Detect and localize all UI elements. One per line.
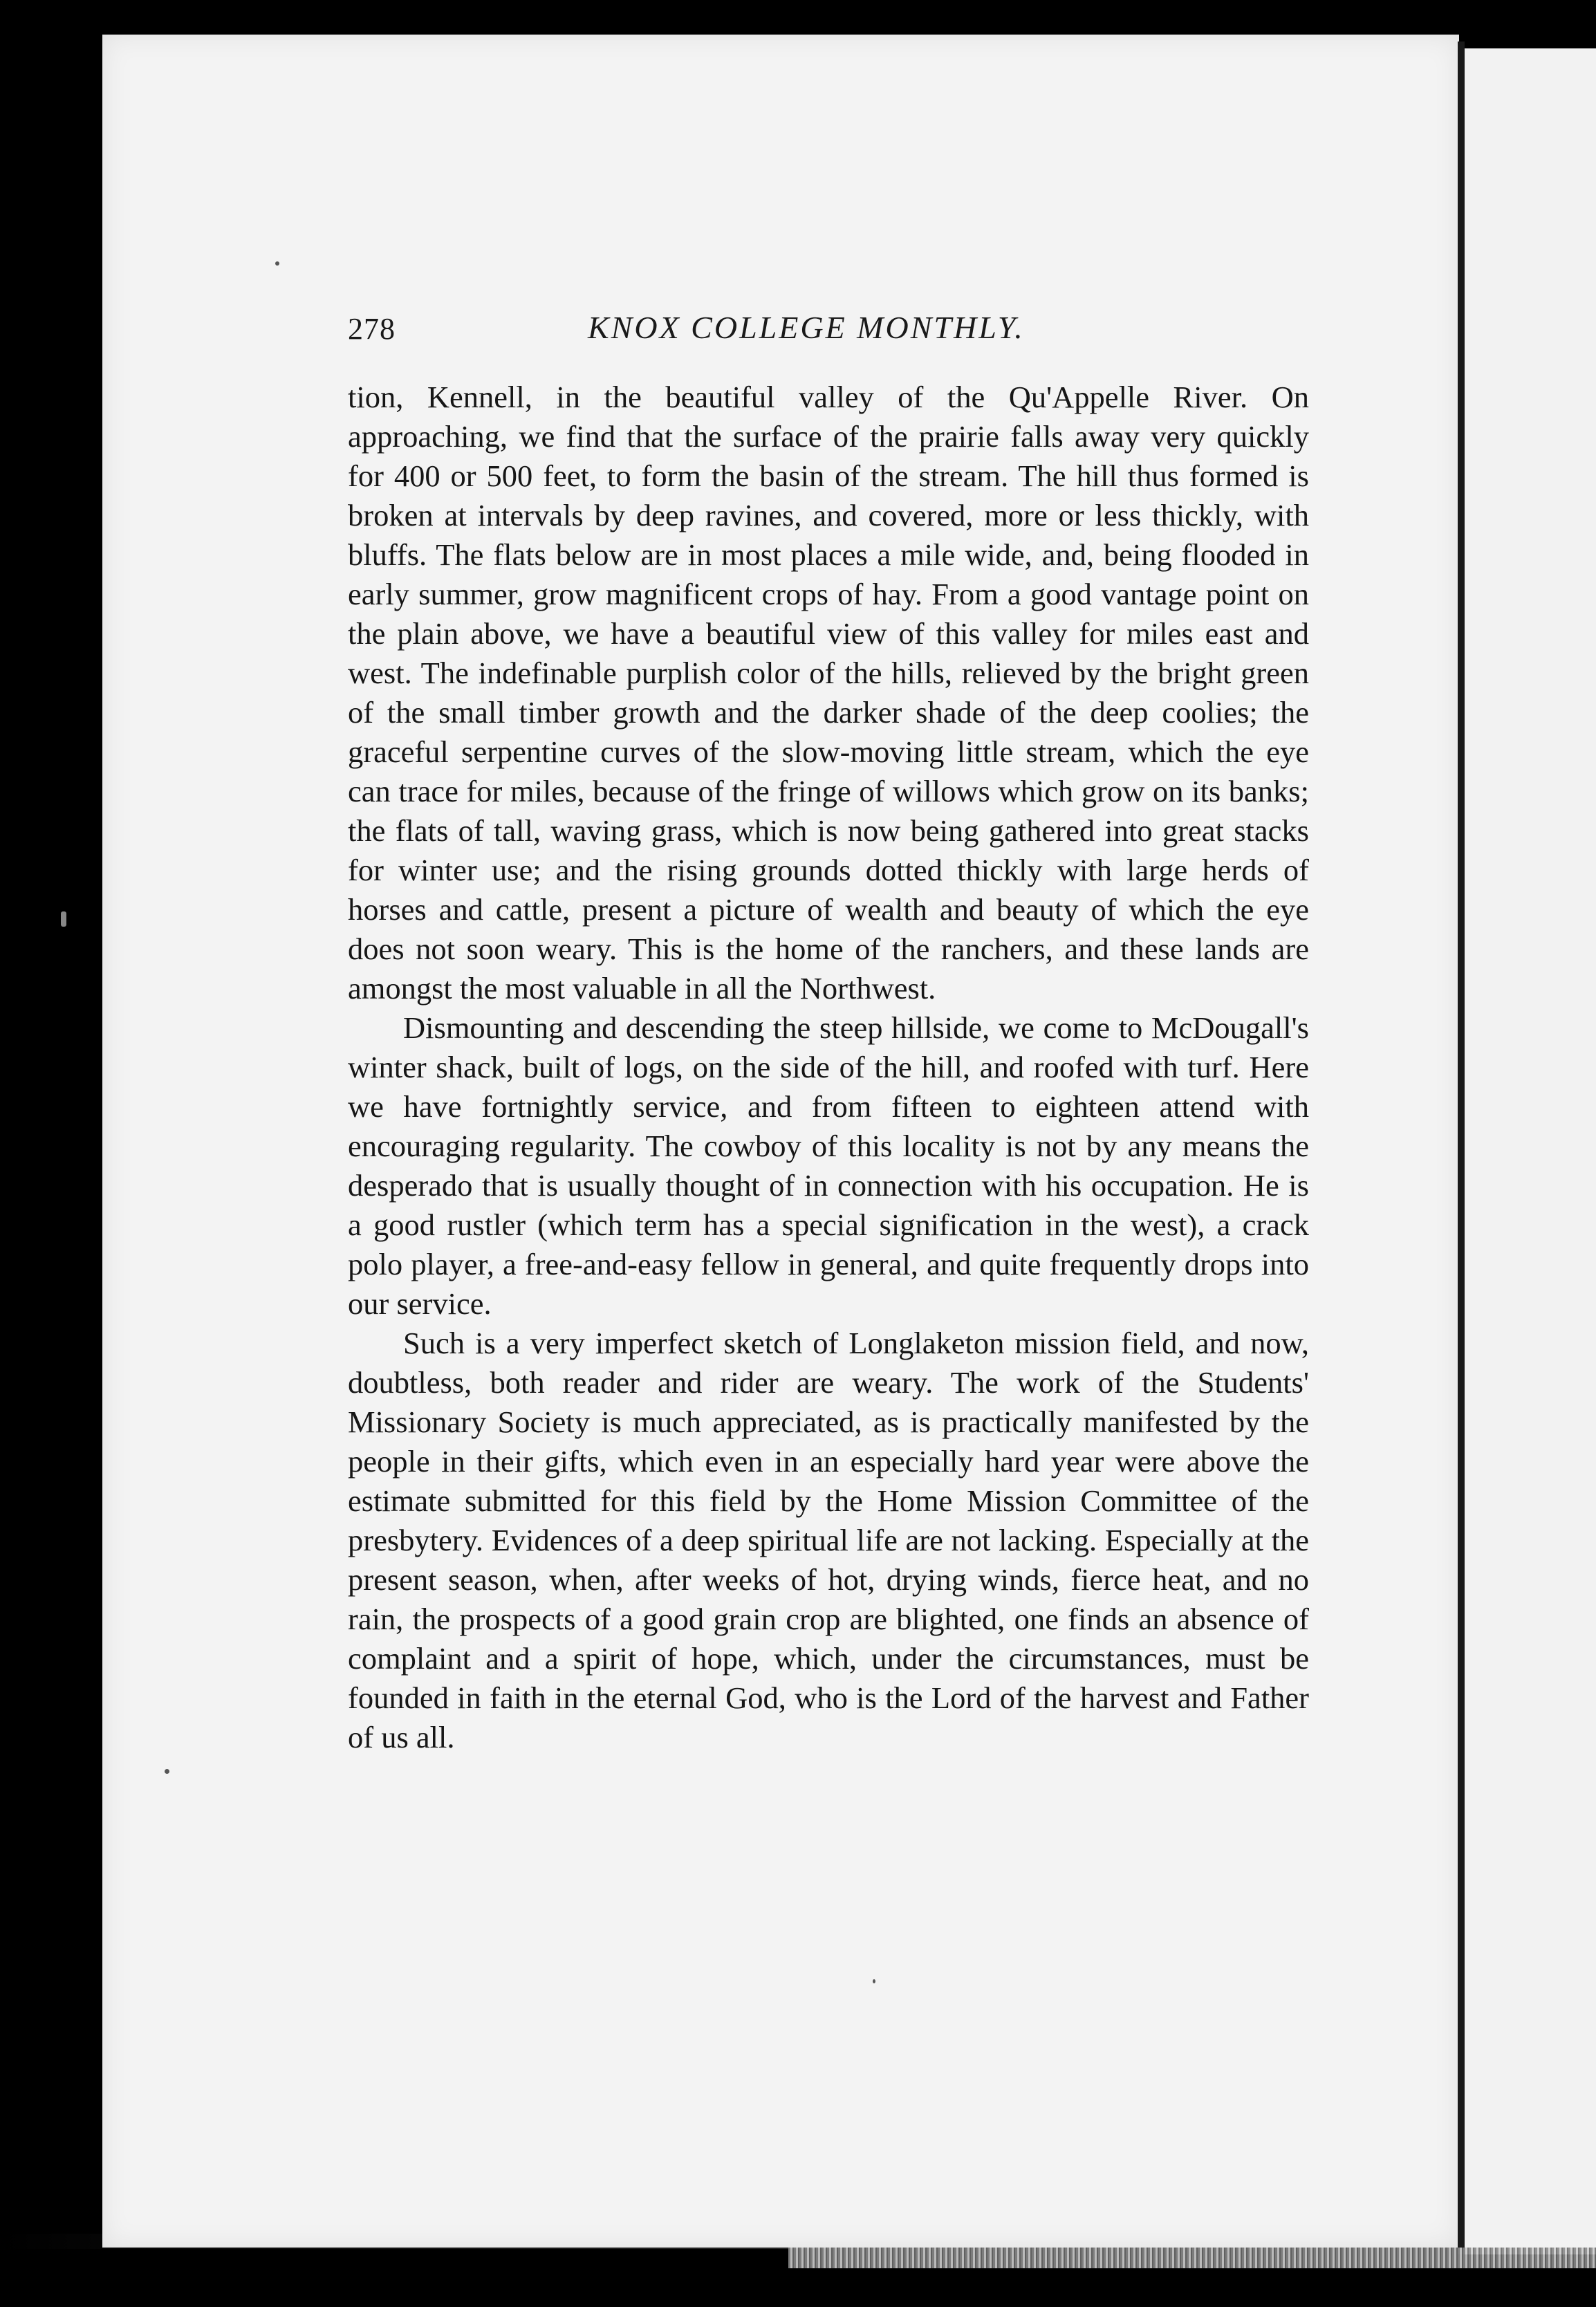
facing-page-edge: [1465, 48, 1596, 2254]
scan-speck: [275, 261, 279, 266]
paragraph: Dismounting and descending the steep hillside, we come to McDougall's winter shack, built of logs, on the side of the hill, and roofed with turf. Here we have fortnightly service, and from fifteen to eighteen attend with encouraging regularity. The cowboy of this locality is not by any means the desperado that is usually thought of in connection with his occupation. He is a good rustler (which term has a special signification in the west), a crack polo player, a free-and-easy fellow in general, and quite frequently drops into our service.: [348, 1010, 1309, 1321]
binding-gutter: [1458, 41, 1465, 2254]
running-title: KNOX COLLEGE MONTHLY.: [588, 310, 1025, 345]
page-number: 278: [348, 312, 396, 346]
page-stack-edge: [788, 2248, 1596, 2268]
paragraph: Such is a very imperfect sketch of Longlaketon mission field, and now, doubtless, both reader and rider are weary. The work of the Students' Missionary Society is much appreciated, as is practically manifested by the people in their gifts, which even in an especially hard year were above the estimate submitted for this field by the Home Mission Committee of the presbytery. Evidences of a deep spiritual life are not lacking. Especially at the present season, when, after weeks of hot, drying winds, fierce heat, and no rain, the prospects of a good grain crop are blighted, one finds an absence of complaint and a spirit of hope, which, under the circumstances, must be founded in faith in the eternal God, who is the Lord of the harvest and Father of us all.: [348, 1326, 1309, 1754]
article-body: [348, 378, 1309, 1757]
scan-speck: [873, 1979, 875, 1983]
paragraph-continued: tion, Kennell, in the beautiful valley of the Qu'Appelle River. On approaching, we find that the surface of the prairie falls away very quickly for 400 or 500 feet, to form the basin of the stream. The hill thus formed is broken at intervals by deep ravines, and covered, more or less thickly, with bluffs. The flats below are in most places a mile wide, and, being flooded in early summer, grow magnificent crops of hay. From a good vantage point on the plain above, we have a beautiful view of this valley for miles east and west. The indefinable purplish color of the hills, relieved by the bright green of the small timber growth and the darker shade of the deep coolies; the graceful serpentine curves of the slow-moving little stream, which the eye can trace for miles, because of the fringe of willows which grow on its banks; the flats of tall, waving grass, which is now being gathered into great stacks for winter use; and the rising grounds dotted thickly with large herds of horses and cattle, present a picture of wealth and beauty of which the eye does not soon weary. This is the home of the ranchers, and these lands are amongst the most valuable in all the Northwest.: [348, 380, 1309, 1006]
scan-speck: [61, 911, 66, 927]
scan-speck: [165, 1769, 169, 1774]
